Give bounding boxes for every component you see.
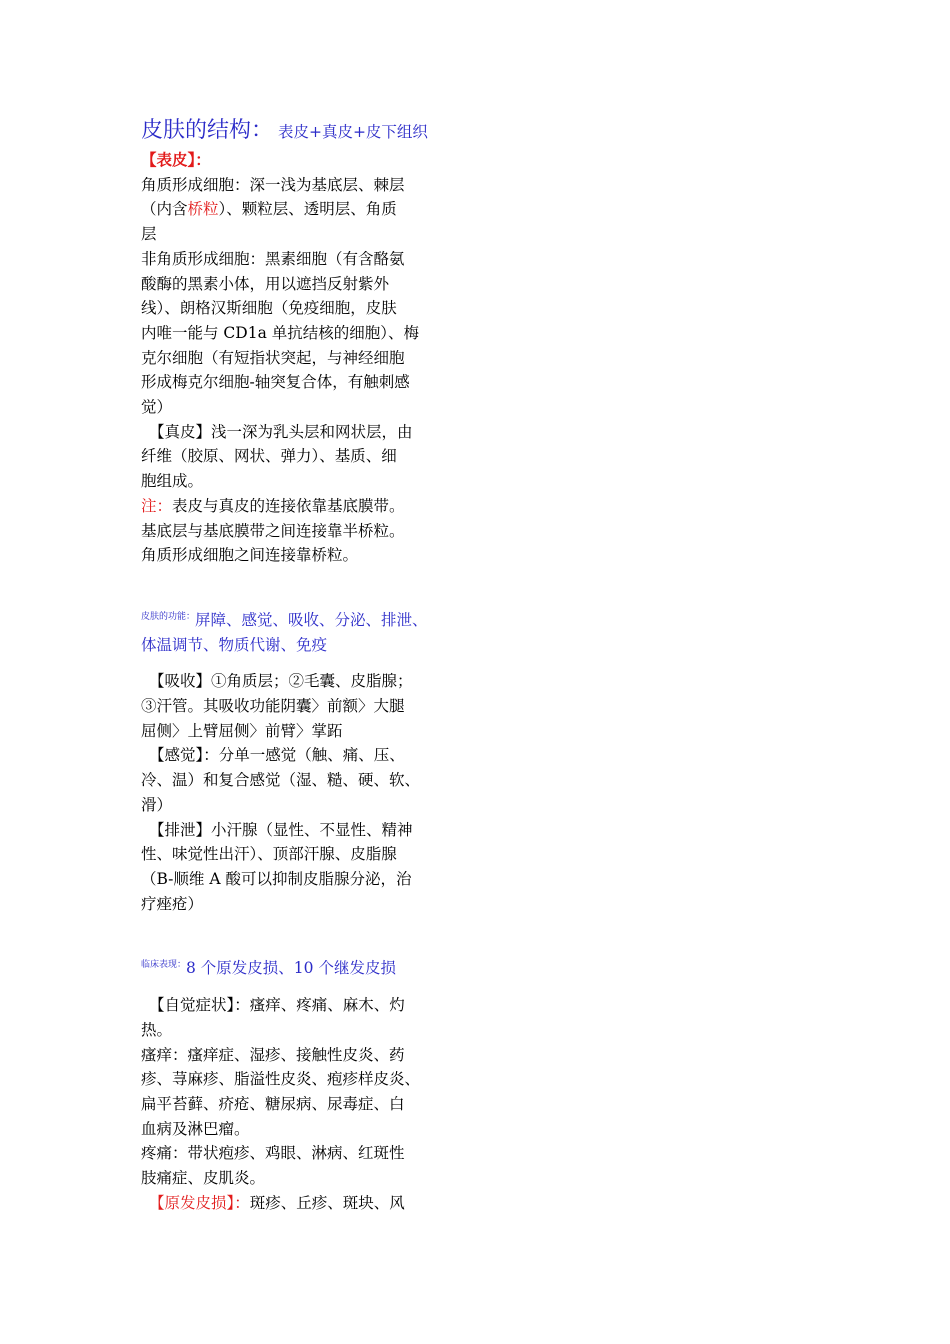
symptoms-line: 扁平苔藓、疥疮、糖尿病、尿毒症、白: [141, 1094, 405, 1113]
structure-title-line: [141, 116, 453, 147]
functions-label: 皮肤的功能：: [141, 611, 196, 622]
epidermis-line: 形成梅克尔细胞-轴突复合体，有触刺感: [141, 373, 410, 392]
excrete-line: 疗痤疮）: [141, 894, 204, 913]
absorb-line: 【吸收】①角质层；②毛囊、皮脂腺；: [149, 672, 413, 691]
symptoms-line: 热。: [141, 1020, 173, 1039]
structure-heading: 皮肤的结构：: [141, 118, 274, 143]
epidermis-line: 角质形成细胞：深一浅为基底层、棘层: [141, 175, 405, 194]
excrete-line: 性、味觉性出汗）、顶部汗腺、皮脂腺: [141, 845, 397, 864]
epidermis-line: 线）、朗格汉斯细胞（免疫细胞，皮肤: [141, 299, 397, 318]
note-line: 角质形成细胞之间连接靠桥粒。: [141, 546, 359, 565]
primary-lesions-line: 【原发皮损】：斑疹、丘疹、斑块、风: [149, 1193, 405, 1212]
excrete-line: 【排泄】小汗腺（显性、不显性、精神: [149, 820, 413, 839]
symptoms-line: 【自觉症状】：瘙痒、疼痛、麻木、灼: [149, 996, 405, 1015]
primary-lesions-label: 【原发皮损】：: [149, 1193, 250, 1212]
epidermis-line: 酸酶的黑素小体，用以遮挡反射紫外: [141, 274, 390, 293]
symptoms-line: 瘙痒：瘙痒症、湿疹、接触性皮炎、药: [141, 1045, 405, 1064]
clinical-heading: $^{临床表现:}$8 个原发皮损、10 个继发皮损: [141, 959, 396, 978]
text-column: [141, 116, 453, 1215]
symptoms-line: 疼痛：带状疱疹、鸡眼、淋病、红斑性: [141, 1144, 405, 1163]
symptoms-line: 疹、荨麻疹、脂溢性皮炎、疱疹样皮炎、: [141, 1070, 421, 1089]
sense-line: 滑）: [141, 795, 173, 814]
functions-line: 体温调节、物质代谢、免疫: [141, 635, 328, 654]
dermis-line: 纤维（胶原、网状、弹力）、基质、细: [141, 447, 397, 466]
sense-line: 冷、温）和复合感觉（湿、糙、硬、软、: [141, 771, 421, 790]
structure-subheading: 表皮+真皮+皮下组织: [277, 123, 428, 141]
absorb-line: 屈侧〉上臂屈侧〉前臂〉掌跖: [141, 721, 343, 740]
epidermis-line: 觉）: [141, 398, 173, 417]
dermis-line: 【真皮】浅一深为乳头层和网状层，由: [149, 422, 413, 441]
note-line: 注：表皮与真皮的连接依靠基底膜带。: [141, 496, 405, 515]
excrete-line: （B-顺维 A 酸可以抑制皮脂腺分泌，治: [141, 869, 412, 888]
desmosome-term: 桥粒: [187, 200, 219, 219]
absorb-line: ③汗管。其吸收功能阴囊〉前额〉大腿: [141, 697, 405, 716]
symptoms-line: 血病及淋巴瘤。: [141, 1119, 250, 1138]
symptoms-line: 肢痛症、皮肌炎。: [141, 1169, 266, 1188]
note-label: 注：: [141, 496, 173, 515]
note-line: 基底层与基底膜带之间连接靠半桥粒。: [141, 521, 405, 540]
epidermis-line-desmosome: （内含桥粒）、颗粒层、透明层、角质: [141, 200, 397, 219]
epidermis-label: 【表皮】：: [141, 150, 211, 169]
dermis-line: 胞组成。: [141, 472, 204, 491]
clinical-label: 临床表现：: [141, 960, 187, 971]
epidermis-line: 非角质形成细胞：黑素细胞（有含酪氨: [141, 249, 405, 268]
sense-line: 【感觉】：分单一感觉（触、痛、压、: [149, 746, 405, 765]
epidermis-line: 层: [141, 225, 157, 244]
functions-heading: $^{皮肤的功能:}$屏障、感觉、吸收、分泌、排泄、: [141, 610, 428, 629]
epidermis-line: 克尔细胞（有短指状突起，与神经细胞: [141, 348, 405, 367]
epidermis-line: 内唯一能与 CD1a 单抗结核的细胞）、梅: [141, 323, 419, 342]
